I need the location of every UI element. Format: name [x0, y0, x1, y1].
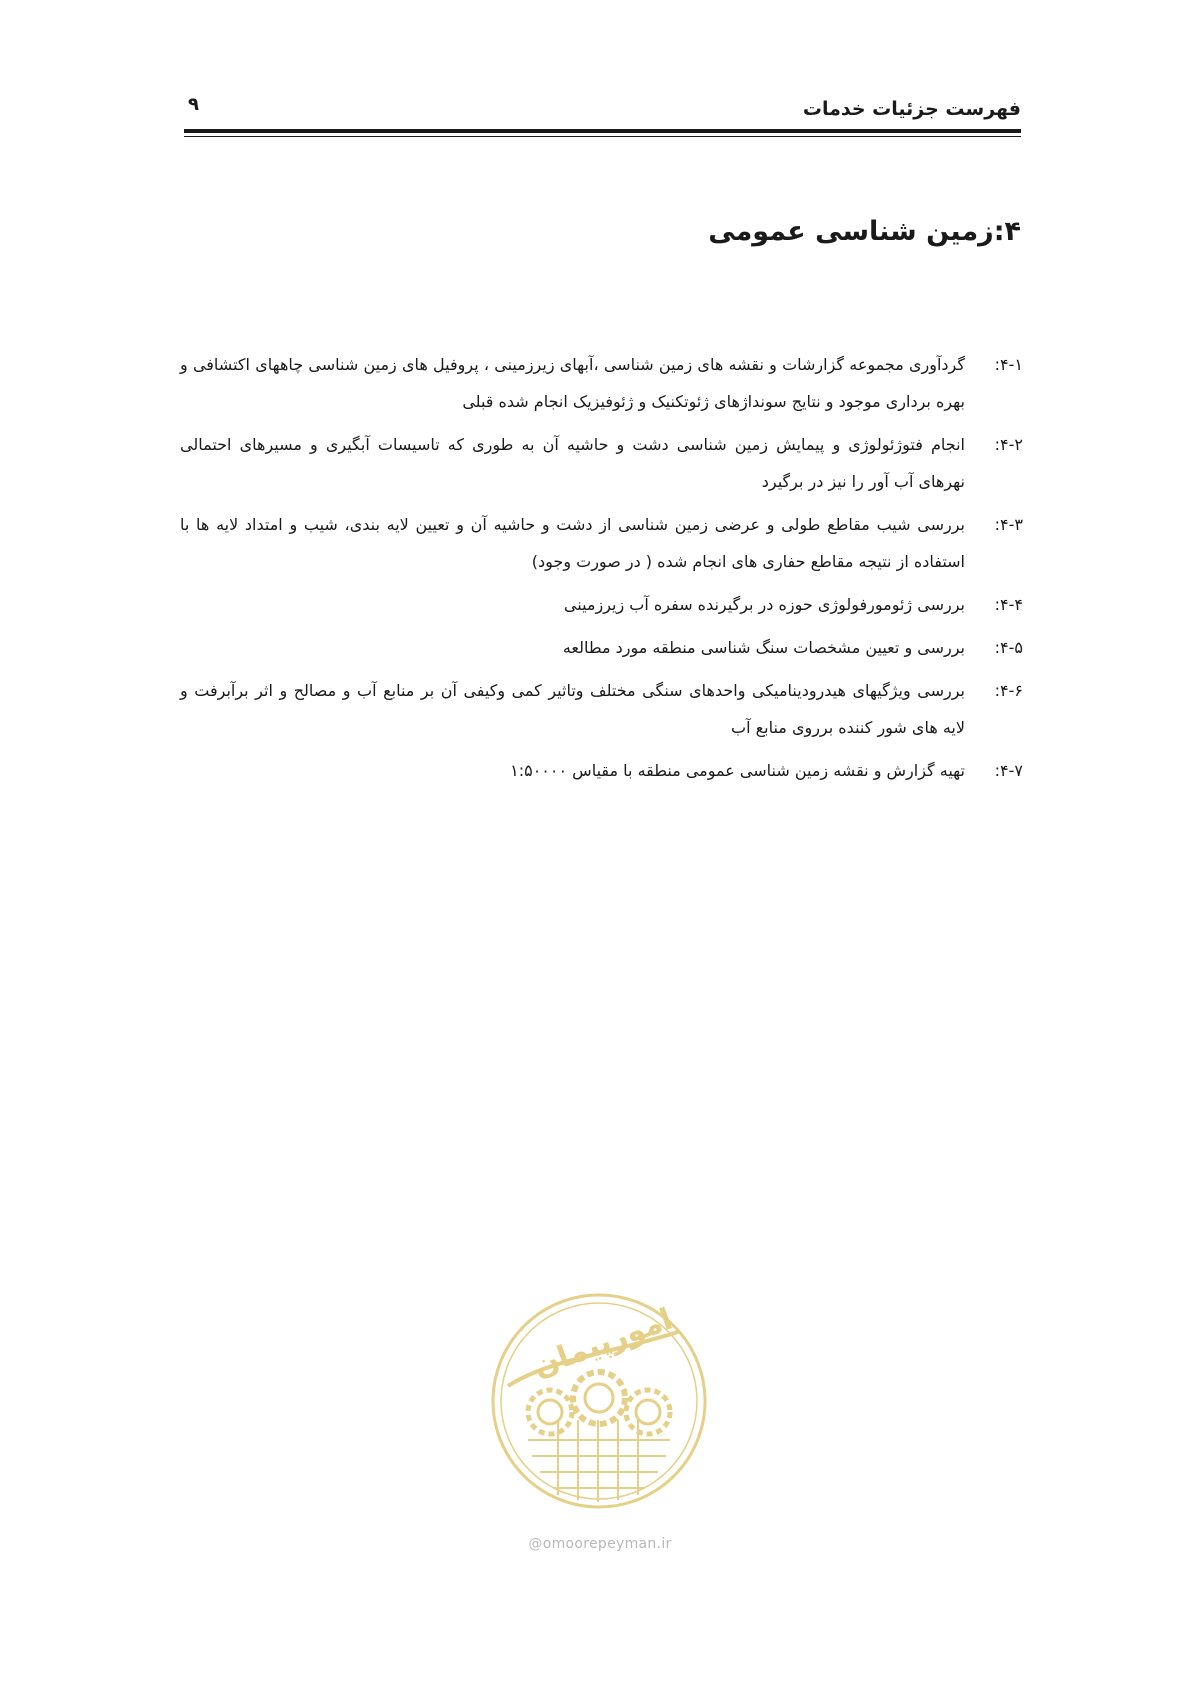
header-title: فهرست جزئیات خدمات: [802, 98, 1021, 120]
section-title: ۴:زمین شناسی عمومی: [708, 216, 1021, 247]
list-item: [180, 672, 1023, 746]
item-number: ۴-۴:: [994, 595, 1023, 614]
item-number: ۴-۷:: [994, 761, 1023, 780]
item-text: بررسی ویژگیهای هیدرودینامیکی واحدهای سنگی مختلف وتاثیر کمی وکیفی آن بر منابع آب و مصالح و اثر برآبرفت و لایه های شور کننده برروی منابع آب: [180, 681, 965, 737]
service-items-list: [180, 346, 1023, 795]
list-item: [180, 426, 1023, 500]
item-text: انجام فتوژئولوژی و پیمایش زمین شناسی دشت و حاشیه آن به طوری که تاسیسات آبگیری و مسیرهای احتمالی نهرهای آب آور را نیز در برگیرد: [180, 435, 965, 491]
header-rule-thick: [184, 129, 1021, 133]
watermark-url: @omoorepeyman.ir: [528, 1536, 672, 1552]
page-number: ۹: [188, 94, 199, 115]
item-text: بررسی شیب مقاطع طولی و عرضی زمین شناسی از دشت و حاشیه آن و تعیین لایه بندی، شیب و امتداد لایه ها با استفاده از نتیجه مقاطع حفاری های انجام شده ( در صورت وجود): [180, 515, 965, 571]
list-item: [180, 506, 1023, 580]
list-item: [180, 629, 1023, 666]
list-item: [180, 752, 1023, 789]
item-text: تهیه گزارش و نقشه زمین شناسی عمومی منطقه با مقیاس ۱:۵۰۰۰۰: [510, 761, 965, 780]
page-header: [184, 92, 1021, 132]
item-number: ۴-۵:: [994, 638, 1023, 657]
item-text: بررسی ژئومورفولوژی حوزه در برگیرنده سفره آب زیرزمینی: [563, 595, 965, 614]
watermark-logo: [488, 1290, 710, 1512]
item-number: ۴-۲:: [994, 435, 1023, 454]
list-item: [180, 346, 1023, 420]
item-text: بررسی و تعیین مشخصات سنگ شناسی منطقه مورد مطالعه: [562, 638, 965, 657]
item-number: ۴-۱:: [994, 355, 1023, 374]
list-item: [180, 586, 1023, 623]
item-text: گردآوری مجموعه گزارشات و نقشه های زمین شناسی ،آبهای زیرزمینی ، پروفیل های زمین شناسی چاههای اکتشافی و بهره برداری موجود و نتایج سونداژهای ژئوتکنیک و ژئوفیزیک انجام شده قبلی: [180, 355, 965, 411]
watermark-logo-text: امورپیمان: [528, 1301, 678, 1385]
header-rule-thin: [184, 136, 1021, 137]
item-number: ۴-۳:: [994, 515, 1023, 534]
item-number: ۴-۶:: [994, 681, 1023, 700]
